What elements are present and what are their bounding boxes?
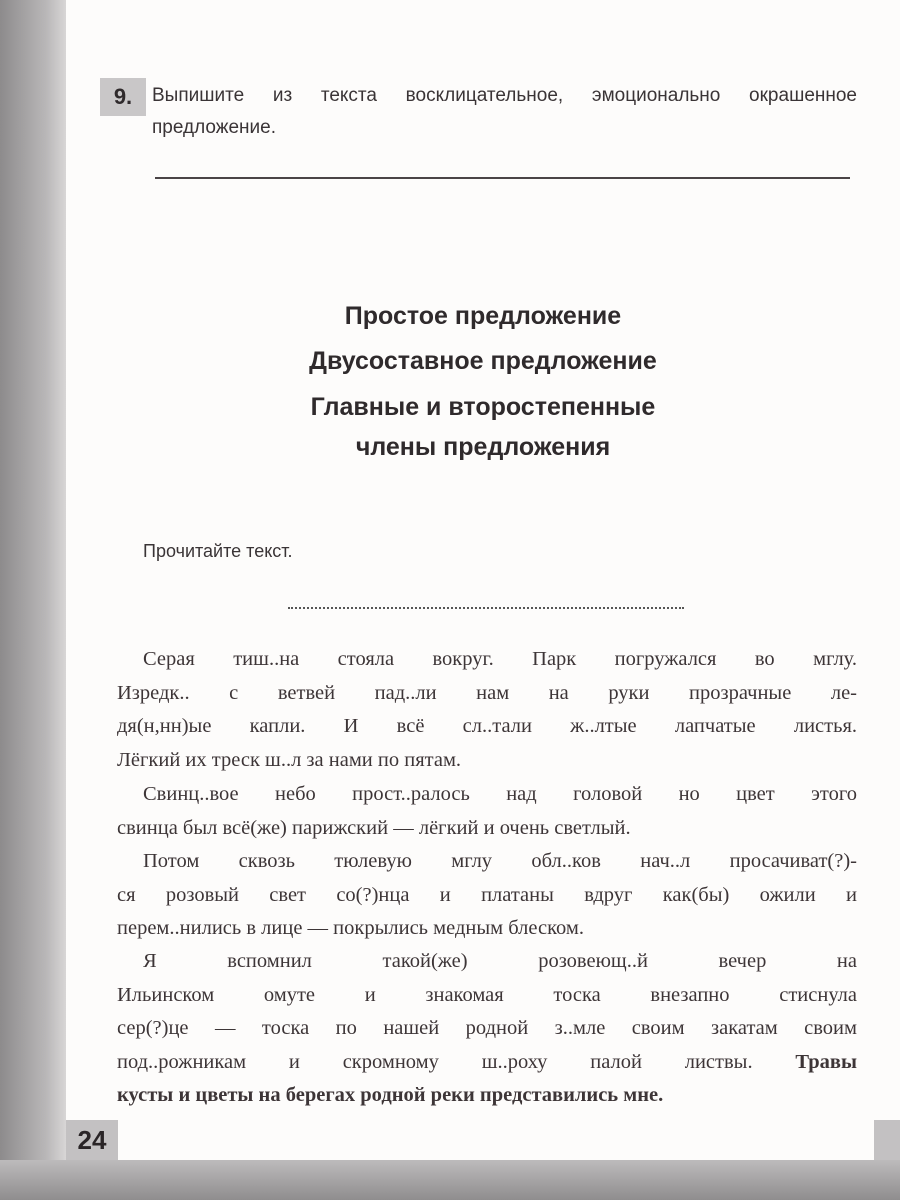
section-heading: Двусоставное предложение [309, 347, 657, 375]
text-line: под..рожникам и скромному ш..роху палой листвы. [117, 1050, 753, 1073]
text-line: свинца был всё(же) парижский — лёгкий и очень светлый. [117, 816, 631, 839]
section-heading: Главные и второстепенные [310, 393, 656, 421]
text-line: ся розовый свет со(?)нца и платаны вдруг как(бы) ожили и [117, 883, 857, 906]
text-line: Свинц..вое небо прост..ралось над головой но цвет этого [143, 783, 857, 805]
instruction: Прочитайте текст. [143, 541, 293, 561]
page-edge-marker [874, 1120, 900, 1160]
text-line: Серая тиш..на стояла вокруг. Парк погружался во мглу. [143, 648, 857, 670]
task-number: 9. [100, 78, 146, 116]
bold-text: Травы [795, 1050, 858, 1073]
answer-line[interactable] [155, 177, 850, 179]
text-line: дя(н,нн)ые капли. И всё сл..тали ж..лтые лапчатые листья. [117, 715, 857, 737]
text-line: Ильинском омуте и знакомая тоска внезапно стиснула [117, 983, 857, 1006]
scan-bottom-margin [0, 1160, 900, 1200]
text-line: Я вспомнил такой(же) розовеющ..й вечер на [143, 950, 857, 972]
page-number: 24 [66, 1120, 118, 1160]
text-line: Лёгкий их треск ш..л за нами по пятам. [117, 748, 462, 771]
paragraph [117, 643, 857, 777]
paragraph [117, 945, 857, 1113]
text-line: сер(?)це — тоска по нашей родной з..мле своим закатам своим [117, 1017, 857, 1039]
section-heading: Простое предложение [344, 302, 622, 330]
paragraph [117, 778, 857, 845]
dotted-title-line[interactable] [288, 607, 684, 609]
section-heading: члены предложения [355, 433, 611, 461]
text-line: перем..нились в лице — покрылись медным блеском. [117, 917, 584, 939]
text-line: Потом сквозь тюлевую мглу обл..ков нач..л просачиват(?)- [143, 850, 857, 872]
task-text: Выпишите из текста восклицательное, эмоционально окрашенное предложение. [152, 85, 857, 138]
bold-text-line: кусты и цветы на берегах родной реки представились мне. [117, 1084, 664, 1106]
paragraph [117, 845, 857, 946]
text-line: Изредк.. с ветвей пад..ли нам на руки прозрачные ле- [117, 681, 857, 704]
scan-left-margin [0, 0, 66, 1200]
